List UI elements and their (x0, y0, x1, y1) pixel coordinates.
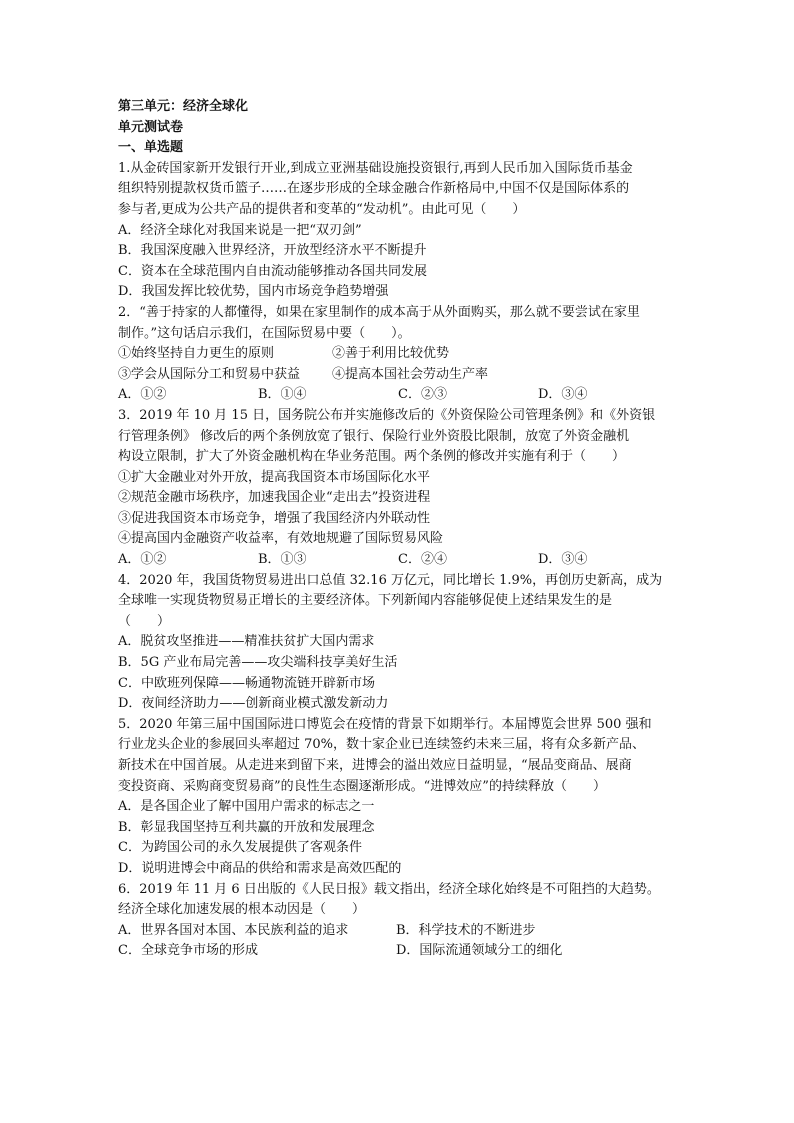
option-b: B．科学技术的不断进步 (396, 922, 536, 938)
option-b: B．①③ (258, 552, 307, 568)
statement-4: ④提高本国社会劳动生产率 (332, 366, 489, 382)
option-d: D．夜间经济助力——创新商业模式激发新动力 (118, 696, 389, 712)
statement-3: ③学会从国际分工和贸易中获益 (118, 366, 301, 382)
option-c: C．全球竞争市场的形成 (118, 943, 258, 959)
option-b: B．彰显我国坚持互利共赢的开放和发展理念 (118, 819, 375, 835)
question-stem-line: 经济全球化加速发展的根本动因是（ ） (118, 902, 366, 918)
question-stem-line: 1.从金砖国家新开发银行开业,到成立亚洲基础设施投资银行,再到人民币加入国际货币基金 (118, 160, 633, 176)
question-3 (118, 406, 678, 571)
option-d: D．说明进博会中商品的供给和需求是高效匹配的 (118, 860, 402, 876)
option-row (118, 550, 678, 571)
question-5 (118, 715, 678, 880)
statement-row (118, 344, 678, 365)
question-stem-line: 制作。”这句话启示我们，在国际贸易中要（ ）。 (118, 325, 411, 341)
option-a: A．脱贫攻坚推进——精准扶贫扩大国内需求 (118, 634, 375, 650)
option-b: B．5G 产业布局完善——攻尖端科技享美好生活 (118, 655, 398, 671)
test-title: 单元测试卷 (118, 119, 184, 135)
option-c: C．资本在全球范围内自由流动能够推动各国共同发展 (118, 263, 427, 279)
document-content (118, 97, 678, 962)
option-a: A．是各国企业了解中国用户需求的标志之一 (118, 799, 375, 815)
option-d: D．③④ (538, 387, 588, 403)
statement-2: ②善于利用比较优势 (332, 346, 450, 362)
question-stem-line: 构设立限制，扩大了外资金融机构在华业务范围。两个条例的修改并实施有利于（ ） (118, 449, 626, 465)
question-4 (118, 571, 678, 715)
question-stem-line: 2．“善于持家的人都懂得，如果在家里制作的成本高于从外面购买，那么就不要尝试在家里 (118, 304, 640, 320)
option-d: D．我国发挥比较优势，国内市场竞争趋势增强 (118, 284, 389, 300)
statement-1: ①始终坚持自力更生的原则 (118, 346, 275, 362)
option-a: A．①② (118, 387, 167, 403)
option-c: C．②③ (398, 387, 447, 403)
question-stem-line: 参与者,更成为公共产品的提供者和变革的“发动机”。由此可见（ ） (118, 201, 526, 217)
section-title: 一、单选题 (118, 140, 184, 156)
statement-2: ②规范金融市场秩序，加速我国企业“走出去”投资进程 (118, 490, 431, 506)
question-stem-line: 新技术在中国首展。从走进来到留下来，进博会的溢出效应日益明显，“展品变商品、展商 (118, 758, 632, 773)
question-2 (118, 303, 678, 406)
option-d: D．③④ (538, 552, 588, 568)
question-stem-line: 组织特别提款权货币篮子……在逐步形成的全球金融合作新格局中,中国不仅是国际体系的 (118, 181, 630, 197)
option-b: B．①④ (258, 387, 307, 403)
question-stem-line: 5．2020 年第三届中国国际进口博览会在疫情的背景下如期举行。本届博览会世界 500 强和 (118, 716, 652, 732)
option-row (118, 921, 678, 942)
question-1 (118, 159, 678, 303)
option-a: A．经济全球化对我国来说是一把“双刃剑” (118, 222, 362, 238)
statement-1: ①扩大金融业对外开放，提高我国资本市场国际化水平 (118, 469, 431, 485)
unit-title: 第三单元：经济全球化 (118, 99, 249, 114)
option-row (118, 941, 678, 962)
question-stem-line: 4．2020 年，我国货物贸易进出口总值 32.16 万亿元，同比增长 1.9%，再创历史新高，成为 (118, 572, 663, 588)
option-c: C．中欧班列保障——畅通物流链开辟新市场 (118, 675, 375, 691)
option-a: A．①② (118, 552, 167, 568)
option-c: C．为跨国公司的永久发展提供了客观条件 (118, 840, 362, 856)
option-row (118, 385, 678, 406)
question-stem-line: （ ） (118, 613, 171, 629)
statement-4: ④提高国内金融资产收益率，有效地规避了国际贸易风险 (118, 531, 444, 547)
question-stem-line: 3．2019 年 10 月 15 日，国务院公布并实施修改后的《外资保险公司管理条例》和《外资银 (118, 407, 656, 423)
question-stem-line: 变投资商、采购商变贸易商”的良性生态圈逐渐形成。“进博效应”的持续释放（ ） (118, 778, 606, 794)
question-stem-line: 行业龙头企业的参展回头率超过 70%，数十家企业已连续签约未来三届，将有众多新产品、 (118, 737, 646, 753)
option-c: C．②④ (398, 552, 447, 568)
statement-row (118, 365, 678, 386)
question-6 (118, 880, 678, 962)
option-b: B．我国深度融入世界经济，开放型经济水平不断提升 (118, 243, 427, 259)
option-d: D．国际流通领域分工的细化 (396, 943, 563, 959)
question-stem-line: 行管理条例》 修改后的两个条例放宽了银行、保险行业外资股比限制，放宽了外资金融机 (118, 428, 630, 444)
question-stem-line: 全球唯一实现货物贸易正增长的主要经济体。下列新闻内容能够促使上述结果发生的是 (118, 593, 613, 609)
option-a: A．世界各国对本国、本民族利益的追求 (118, 922, 349, 938)
question-stem-line: 6．2019 年 11 月 6 日出版的《人民日报》载文指出，经济全球化始终是不可阻挡的大趋势。 (118, 881, 660, 897)
statement-3: ③促进我国资本市场竞争，增强了我国经济内外联动性 (118, 510, 431, 526)
